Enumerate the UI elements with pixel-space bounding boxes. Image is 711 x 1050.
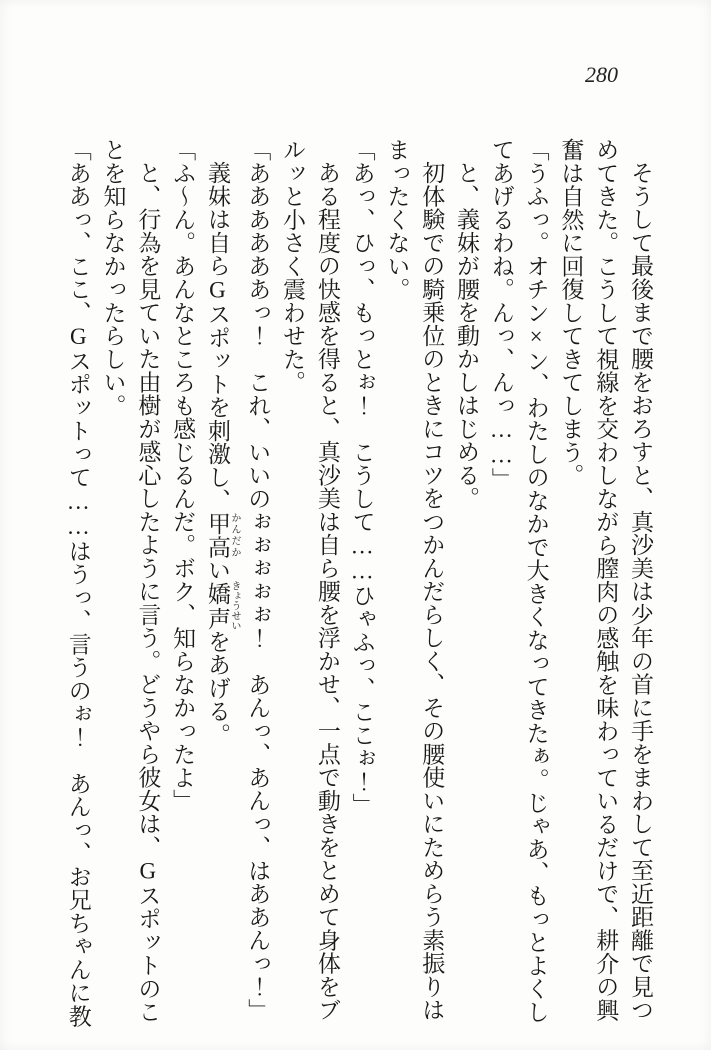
text-line-dialogue: 「ああっ、ここ、Gスポットって……はうっ、言うのぉ！ あんっ、お兄ちゃんに教	[65, 138, 91, 1028]
furigana-word	[204, 580, 240, 631]
text-line-dialogue: 「うふっ。オチン×ン、わたしのなかで大きくなってきたぁ。じゃあ、もっとよくし	[523, 138, 549, 1024]
furigana-base: 甲高	[204, 511, 230, 559]
page-number: 280	[585, 62, 618, 87]
body-text	[60, 138, 657, 1028]
text-line: ルッと小さく震わせた。	[280, 138, 306, 394]
text-segment: 義妹は自らGスポットを刺激し、	[204, 161, 230, 512]
text-line-dialogue: 「ああああああっ！ これ、いいのぉぉぉぉぉ！ あんっ、あんっ、はああんっ！」	[245, 138, 271, 1022]
text-line: と、行為を見ていた由樹が感心したように言う。どうやら彼女は、Gスポットのこ	[135, 161, 161, 1024]
furigana-reading: きょうせい	[228, 580, 240, 631]
text-segment: をあげる。	[204, 629, 230, 746]
text-line: と、義妹が腰を動かしはじめる。	[454, 161, 480, 510]
text-line: 奮は自然に回復してきてしまう。	[558, 138, 584, 487]
text-line-dialogue: 「ふ～ん。あんなところも感じるんだ。ボク、知らなかったよ」	[170, 138, 196, 813]
text-line-dialogue: 「あっ、ひっ、もっとぉ！ こうして……ひゃふっ、ここぉ！」	[349, 138, 375, 817]
text-segment: い	[204, 558, 230, 582]
furigana-base: 嬌声	[204, 580, 230, 631]
furigana-word	[204, 511, 240, 559]
text-line: まったくない。	[384, 138, 410, 301]
text-line: ある程度の快感を得ると、真沙美は自ら腰を浮かせ、一点で動きをとめて身体をブ	[314, 161, 340, 1022]
text-line: とを知らなかったらしい。	[100, 138, 126, 417]
text-line: 初体験での騎乗位のときにコツをつかんだらしく、その腰使いにためらう素振りは	[419, 161, 445, 1022]
text-line: そうして最後まで腰をおろすと、真沙美は少年の首に手をまわして至近距離で見つ	[628, 161, 653, 1022]
text-line-dialogue: てあげるわね。んっ、んっ……」	[488, 138, 514, 491]
text-line: めてきた。こうして視線を交わしながら膣肉の感触を味わっているだけで、耕介の興	[593, 138, 619, 1022]
text-line-with-furigana	[199, 138, 239, 1028]
furigana-reading: かんだか	[228, 511, 240, 559]
